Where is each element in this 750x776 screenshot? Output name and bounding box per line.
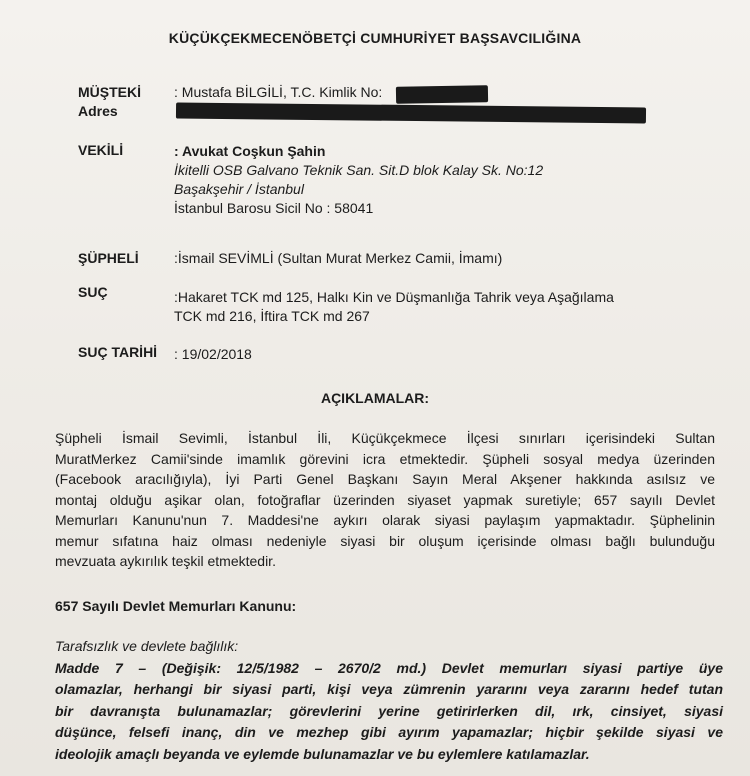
attorney-section xyxy=(78,142,718,222)
offense-date-value: : 19/02/2018 xyxy=(174,346,252,362)
attorney-address-line2: Başakşehir / İstanbul xyxy=(174,181,304,197)
explanations-paragraph xyxy=(55,428,715,572)
explanation-line: (Facebook aracılığıyla), İyi Parti Genel Başkanı Sayın Meral Akşener hakkında asılsız ve xyxy=(55,471,715,487)
law-subheading: Tarafsızlık ve devlete bağlılık: xyxy=(55,638,239,654)
suspect-label: ŞÜPHELİ xyxy=(78,250,139,266)
attorney-address-line1: İkitelli OSB Galvano Teknik San. Sit.D blok Kalay Sk. No:12 xyxy=(174,162,544,178)
law-heading: 657 Sayılı Devlet Memurları Kanunu: xyxy=(55,598,297,614)
suspect-value: :İsmail SEVİMLİ (Sultan Murat Merkez Camii, İmamı) xyxy=(174,250,503,266)
law-line: Madde 7 – (Değişik: 12/5/1982 – 2670/2 md.) Devlet memurları siyasi partiye üye xyxy=(55,659,723,676)
explanations-heading: AÇIKLAMALAR: xyxy=(320,390,430,406)
address-label: Adres xyxy=(78,103,118,119)
redaction-id-number xyxy=(396,85,488,104)
document-title: KÜÇÜKÇEKMECENÖBETÇİ CUMHURİYET BAŞSAVCILIĞINA xyxy=(168,30,582,46)
attorney-name: : Avukat Coşkun Şahin xyxy=(174,143,326,159)
explanation-line: mevzuata aykırılık teşkil etmektedir. xyxy=(55,553,276,569)
offense-date-label: SUÇ TARİHİ xyxy=(78,344,158,360)
explanation-line: Şüpheli İsmail Sevimli, İstanbul İli, Küçükçekmece İlçesi sınırları içerisindeki Sultan xyxy=(55,430,715,446)
explanation-line: Memurları Kanunu'nun 7. Maddesi'ne aykırı olarak siyasi paylaşım yapmaktadır. Şüphelinin xyxy=(55,512,715,528)
offense-label: SUÇ xyxy=(78,284,108,300)
explanation-line: memur sıfatına haiz olması nedeniyle siyasi bir oluşum içerisinde olması bağlı bulunduğu xyxy=(55,532,715,549)
law-line: düşünce, felsefi inanç, din ve mezhep gibi ayırım yapamazlar; hiçbir şekilde siyasi ve xyxy=(55,724,723,740)
law-article-block xyxy=(55,636,723,765)
offense-section xyxy=(78,284,718,324)
complainant-label: MÜŞTEKİ xyxy=(78,84,141,100)
law-line: olamazlar, herhangi bir siyasi parti, kişi veya zümrenin yararını veya zararını hedef tutan xyxy=(55,681,723,697)
complainant-value: : Mustafa BİLGİLİ, T.C. Kimlik No: xyxy=(174,84,383,100)
offense-line-2: TCK md 216, İftira TCK md 267 xyxy=(174,308,370,324)
suspect-section xyxy=(78,250,718,270)
attorney-bar-number: İstanbul Barosu Sicil No : 58041 xyxy=(174,200,374,216)
attorney-label: VEKİLİ xyxy=(78,142,124,158)
law-line: bir davranışta bulunamazlar; görevlerini yerine getirirlerken dil, ırk, cinsiyet, siyasi xyxy=(55,702,723,719)
law-line: ideolojik amaçlı beyanda ve eylemde bulunamazlar ve bu eylemlere katılamazlar. xyxy=(55,745,590,762)
explanation-line: MuratMerkez Camii'sinde imamlık görevini icra etmektedir. Şüpheli sosyal medya üzerinden xyxy=(55,450,715,467)
offense-line-1: :Hakaret TCK md 125, Halkı Kin ve Düşmanlığa Tahrik veya Aşağılama xyxy=(174,289,614,305)
offense-date-section xyxy=(78,344,718,364)
explanation-line: montaj olduğu aşikar olan, fotoğraflar üzerinden siyaset yapmak suretiyle; 657 sayılı Devlet xyxy=(55,491,715,508)
